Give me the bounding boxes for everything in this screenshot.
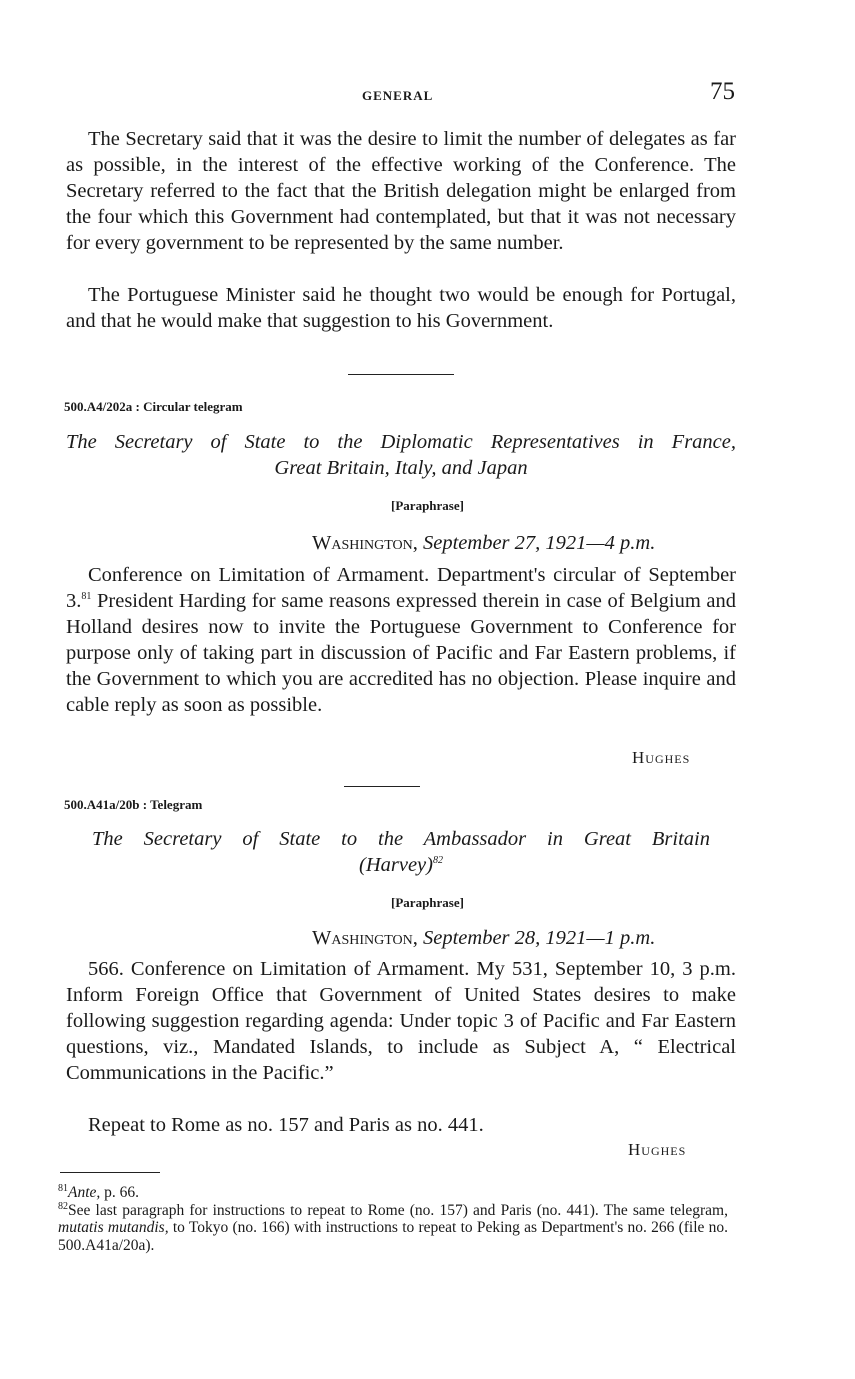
heading-line: The Secretary of State to the Diplomatic Representatives in France, <box>66 431 736 453</box>
paragraph-portuguese-minister: The Portuguese Minister said he thought two would be enough for Portugal, and that he would make that suggestion to his Government. <box>66 284 736 332</box>
footnote-text: to Tokyo (no. 166) with instructions to repeat to Peking as Department's no. 266 (file no. 500.A41a/20a). <box>58 1219 728 1254</box>
footnote-number: 81 <box>58 1182 68 1194</box>
running-title: GENERAL <box>362 88 434 103</box>
footnote-text: See last paragraph for instructions to repeat to Rome (no. 157) and Paris (no. 441). The same telegram, <box>68 1201 728 1219</box>
telegram-repeat-instruction: Repeat to Rome as no. 157 and Paris as no. 441. <box>88 1114 484 1136</box>
footnote-81 <box>58 1184 728 1202</box>
footnote-text: mutatis mutandis, <box>58 1219 169 1236</box>
dateline <box>312 927 655 950</box>
document-heading <box>66 826 736 878</box>
footnote-82 <box>58 1202 728 1255</box>
paragraph-secretary-delegates: The Secretary said that it was the desire to limit the number of delegates as far as possible, in the interest of the effective working of the Conference. The Secretary referred to the fact that the British delegation might be enlarged from the four which this Government had contemplated, but that it was not necessary for every government to be represented by the same number. <box>66 128 736 254</box>
telegram-body: 566. Conference on Limitation of Armament. My 531, September 10, 3 p.m. Inform Foreign Office that Government of United States desires to make following suggestion regarding agenda: Under topic 3 of Pacific and Far Eastern questions, viz., Mandated Islands, to include as Subject A, “ Electrical Communications in the Pacific.” <box>66 958 736 1084</box>
telegram-text: Conference on Limitation of Armament. Department's circular of September 3. <box>66 564 736 612</box>
footnote-ref: 81 <box>81 591 92 603</box>
footnotes <box>58 1184 728 1254</box>
heading-line <box>66 852 736 878</box>
footnote-divider <box>60 1172 160 1173</box>
paraphrase-label: [Paraphrase] <box>391 895 464 910</box>
footnote-text: p. 66. <box>100 1184 140 1201</box>
file-reference: 500.A41a/20b : Telegram <box>64 797 203 812</box>
footnote-ref: 82 <box>432 855 443 867</box>
section-divider <box>344 786 420 787</box>
dateline-place: Washington, <box>312 532 418 554</box>
document-heading <box>66 429 736 481</box>
dateline-place: Washington, <box>312 927 418 949</box>
heading-name: (Harvey) <box>359 854 433 876</box>
heading-line: Great Britain, Italy, and Japan <box>274 457 528 479</box>
footnote-text: Ante, <box>68 1184 101 1201</box>
footnote-number: 82 <box>58 1200 68 1212</box>
running-head <box>0 78 855 108</box>
file-reference: 500.A4/202a : Circular telegram <box>64 399 243 414</box>
telegram-body <box>66 562 736 718</box>
dateline-date: September 27, 1921—4 p.m. <box>423 532 656 554</box>
dateline <box>312 532 655 555</box>
paraphrase-label: [Paraphrase] <box>391 498 464 513</box>
signature: Hughes <box>628 1140 687 1159</box>
section-divider <box>348 374 454 375</box>
dateline-date: September 28, 1921—1 p.m. <box>423 927 656 949</box>
signature: Hughes <box>632 748 691 767</box>
telegram-text: President Harding for same reasons expressed therein in case of Belgium and Holland desires now to invite the Portuguese Government to Conference for purpose only of taking part in discussion of Pacific and Far Eastern problems, if the Government to which you are accredited has no objection. Please inquire and cable reply as soon as possible. <box>66 590 736 716</box>
page-number: 75 <box>710 78 735 105</box>
heading-line: The Secretary of State to the Ambassador in Great Britain <box>92 828 710 850</box>
